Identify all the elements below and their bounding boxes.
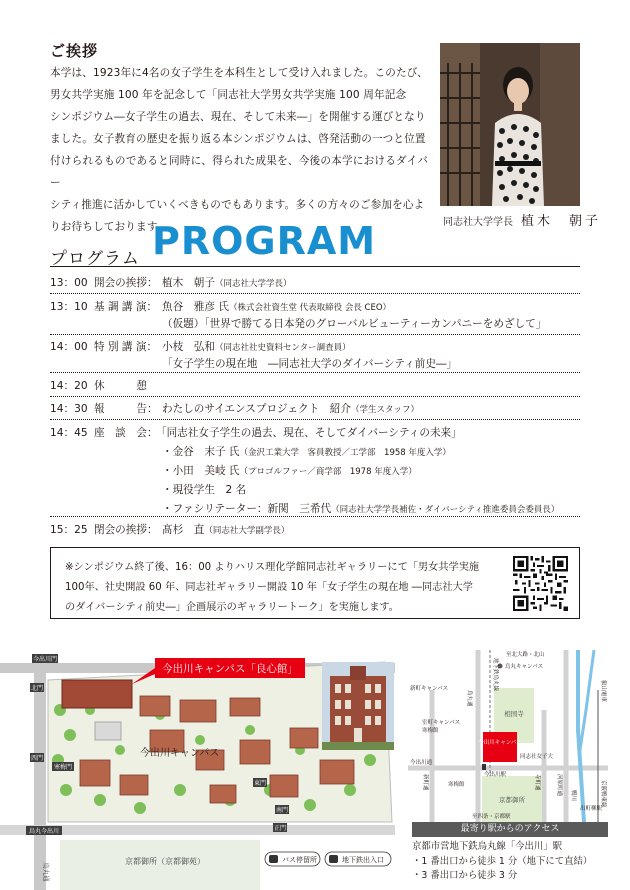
gate-label: 南門: [275, 807, 289, 814]
area-label: 出町柳駅: [580, 806, 603, 812]
row-time: 14：20: [50, 380, 88, 392]
row-label: 基 調 講 演：: [94, 301, 158, 313]
notice-line: ※シンポジウム終了後、16：00 よりハリス理化学館同志社ギャラリーにて「男女共学実施: [65, 562, 480, 573]
area-label: 寒梅館: [422, 728, 439, 734]
panelist-name: ・金谷 末子 氏: [162, 446, 240, 458]
greeting-title: ご挨拶: [50, 42, 99, 60]
gate-label: 東門: [253, 780, 267, 787]
notice-text: [65, 558, 505, 618]
panelist-name: ・ファシリテーター：新関 三希代: [162, 503, 332, 515]
gate-label: 今出川門: [32, 656, 58, 663]
building-photo: [322, 662, 394, 750]
area-label: 寺町通: [534, 774, 540, 791]
notice-line: のダイバーシティ前史―」企画展示のギャラリートーク」を実施します。: [65, 602, 399, 613]
panelist-sub: （金沢工業大学 客員教授／工学部 1958 年度入学）: [239, 448, 451, 458]
row-time: 15：25: [50, 524, 88, 536]
president-photo: [440, 43, 580, 206]
row-time: 13：00: [50, 277, 88, 289]
row-sub: （株式会社資生堂 代表取締役 会長 CEO）: [228, 303, 392, 313]
row-text-line2: 「女子学生の現在地 ―同志社大学のダイバーシティ前史―」: [162, 358, 458, 370]
row-time: 14：45: [50, 427, 88, 439]
area-label: 新町通: [422, 774, 428, 791]
program-title-en: PROGRAM: [152, 219, 377, 263]
area-label: 地下鉄烏丸線: [492, 658, 498, 692]
area-label: 烏丸通: [466, 690, 472, 707]
greeting-line: 本学は、1923年に4名の女子学生を本科生として受け入れました。このたび、: [50, 67, 428, 79]
notice-box: [50, 547, 580, 619]
row-text: 髙杉 直: [162, 524, 205, 536]
row-separator: [50, 334, 580, 335]
row-text: 「同志社女子学生の過去、現在、そしてダイバーシティの未来」: [156, 427, 462, 439]
area-label: 烏丸キャンパス: [505, 664, 544, 670]
greeting-line: りお待ちしております。: [50, 221, 168, 233]
row-label: 座 談 会：: [94, 427, 158, 439]
campus-label: 今出川キャンパス: [140, 748, 220, 759]
area-label: 今出川通: [410, 760, 433, 766]
row-label: 特 別 講 演：: [94, 341, 158, 353]
row-text-line2: （仮題）「世界で勝てる日本発のグローバルビューティーカンパニーをめざして」: [162, 318, 547, 330]
row-time: 14：30: [50, 403, 88, 415]
row-separator: [50, 396, 580, 397]
access-line: ・1 番出口から徒歩 1 分（地下にて直結）: [412, 855, 593, 867]
area-label: 河原町通: [556, 774, 562, 797]
gate-label: 北門: [30, 685, 44, 692]
row-separator: [50, 419, 580, 420]
area-label: 至北大路・北山: [506, 652, 545, 658]
access-heading: 最寄り駅からのアクセス: [412, 822, 608, 837]
area-map: [408, 650, 608, 822]
panelist-sub: （プロゴルファー／商学部 1978 年度入学）: [239, 467, 417, 477]
row-sub: （同志社社史資料センター調査員）: [214, 343, 351, 353]
legend-subway: 地下鉄出入口: [342, 856, 384, 864]
gate-label: 西門: [30, 755, 44, 762]
qr-code-icon[interactable]: [513, 556, 568, 611]
area-label: 今出川キャンパス: [478, 740, 522, 746]
access-line: ・3 番出口から徒歩 3 分: [412, 870, 518, 881]
row-sub: （同志社大学学長）: [214, 279, 292, 289]
panelist-name: ・小田 美岐 氏: [162, 465, 240, 477]
area-label: 相国寺: [504, 710, 524, 718]
row-label: 報 告：: [94, 403, 158, 415]
gate-label: 正門: [273, 825, 287, 832]
row-label: 開会の挨拶：: [94, 277, 158, 289]
road-label: 烏丸通: [42, 862, 50, 882]
access-text: [412, 840, 592, 884]
row-separator: [50, 516, 580, 517]
row-separator: [50, 372, 580, 373]
area-label: 室町キャンパス: [422, 720, 461, 726]
greeting-line: シンポジウム―女子学生の過去、現在、そして未来―」を開催する運びとなり: [50, 111, 426, 123]
caption-name: 植木 朝子: [521, 214, 602, 229]
row-text: 魚谷 雅彦 氏: [162, 301, 229, 313]
access-line: 京都市営地下鉄烏丸線「今出川」駅: [412, 841, 563, 852]
area-label: 叡山電車: [600, 680, 606, 703]
row-text: 小枝 弘和: [162, 341, 215, 353]
legend-bus: バス停留所: [282, 856, 317, 864]
greeting-line: 男女共学実施 100 年を記念して「同志社大学男女共学実施 100 周年記念: [50, 89, 407, 101]
row-label: 休 憩: [94, 380, 147, 392]
gate-label: 寒梅門: [53, 764, 73, 771]
program-divider: [50, 266, 580, 267]
area-label: 至四条・京都駅: [472, 814, 511, 820]
area-label: 新町キャンパス: [410, 686, 449, 692]
campus-banner: 今出川キャンパス「良心館」: [162, 663, 298, 675]
row-text: 植木 朝子: [162, 277, 215, 289]
area-label: 今出川駅: [484, 772, 507, 778]
row-time: 14：00: [50, 341, 88, 353]
area-label: 寒梅館: [448, 782, 465, 788]
area-label: 京都御所: [499, 796, 525, 804]
greeting-line: シティ推進に活かしていくべきものでもあります。多くの方々のご参加を心よ: [50, 199, 425, 211]
row-sub: （学生スタッフ）: [351, 405, 420, 415]
greeting-line: ました。女子教育の歴史を振り返る本シンポジウムは、啓発活動の一つと位置: [50, 133, 426, 145]
area-label: 京阪鴨東線: [600, 780, 606, 808]
president-portrait-illustration: [440, 43, 580, 206]
photo-caption: [443, 210, 601, 229]
panelist-sub: （同志社大学学長補佐・ダイバーシティ推進委員会委員長）: [331, 505, 560, 515]
greeting-line: 付けられるものであると同時に、得られた成果を、今後の本学におけるダイバー: [50, 155, 428, 189]
row-separator: [50, 293, 580, 294]
row-label: 閉会の挨拶：: [94, 524, 158, 536]
area-label: 同志社女子大: [520, 754, 554, 760]
park-label: 京都御所（京都御苑）: [125, 857, 205, 866]
row-sub: （同志社大学副学長）: [204, 526, 290, 536]
row-time: 13：10: [50, 301, 88, 313]
gate-label: 烏丸今出川: [28, 828, 60, 835]
panelist-name: ・現役学生 2 名: [162, 484, 247, 496]
area-label: 鴨川: [570, 790, 576, 802]
program-title-jp: プログラム: [50, 249, 140, 269]
notice-line: 100年、社史開設 60 年、同志社ギャラリー開設 10 年「女子学生の現在地 ―同志社大学: [65, 582, 473, 593]
greeting-body: [50, 62, 428, 238]
row-text: わたしのサイエンスプロジェクト 紹介: [162, 403, 351, 415]
caption-role: 同志社大学学長: [443, 217, 513, 228]
